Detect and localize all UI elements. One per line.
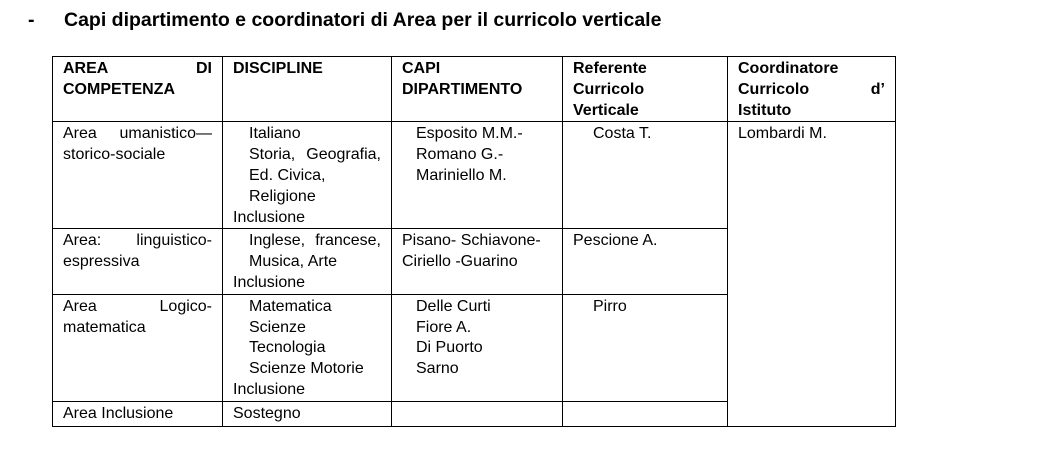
table-row <box>53 122 896 229</box>
discipline-item: Tecnologia <box>249 339 326 357</box>
header-coord-word2: d’ <box>870 80 885 98</box>
discipline-item: Ed. Civica, <box>249 166 326 184</box>
cell-coordinatore <box>728 122 896 426</box>
header-coord-word1: Curricolo <box>738 80 810 98</box>
capi-name: Di Puorto <box>416 339 483 357</box>
discipline-item: Sostegno <box>233 404 301 422</box>
capi-name: Fiore A. <box>416 318 472 336</box>
area-line: matematica <box>63 318 146 336</box>
cell-capi <box>392 122 563 229</box>
cell-discipline <box>223 294 392 401</box>
cell-area <box>53 229 223 294</box>
table-header-row <box>53 57 896 122</box>
curriculum-table <box>52 56 896 427</box>
cell-area <box>53 294 223 401</box>
discipline-inclusione: Inclusione <box>233 380 306 398</box>
header-discipline <box>223 57 392 122</box>
cell-area <box>53 122 223 229</box>
cell-referente <box>563 401 728 426</box>
discipline-inclusione: Inclusione <box>233 208 306 226</box>
capi-name: Pisano- Schiavone- <box>402 232 541 250</box>
header-referente <box>563 57 728 122</box>
cell-capi <box>392 229 563 294</box>
page-title: Capi dipartimento e coordinatori di Area per il curricolo verticale <box>64 8 662 31</box>
cell-referente <box>563 122 728 229</box>
cell-capi <box>392 401 563 426</box>
capi-name: Esposito M.M.- <box>416 125 523 143</box>
cell-discipline <box>223 401 392 426</box>
cell-referente <box>563 229 728 294</box>
discipline-item: Italiano <box>249 125 301 143</box>
coordinatore-name: Lombardi M. <box>738 125 827 143</box>
header-capi <box>392 57 563 122</box>
header-coord-line3: Istituto <box>738 101 792 119</box>
header-coord-line1: Coordinatore <box>738 60 839 77</box>
header-area-line2: COMPETENZA <box>63 80 175 98</box>
list-bullet: - <box>28 8 35 31</box>
header-referente-line3: Verticale <box>573 101 639 119</box>
header-area <box>53 57 223 122</box>
cell-area <box>53 401 223 426</box>
discipline-inclusione: Inclusione <box>233 273 306 291</box>
page-heading <box>28 6 661 34</box>
area-line: Area: linguistico- <box>63 232 212 250</box>
discipline-item: Matematica <box>249 297 332 315</box>
capi-name: Sarno <box>416 360 459 378</box>
discipline-item: Scienze Motorie <box>249 360 364 378</box>
capi-name: Mariniello M. <box>416 166 507 184</box>
discipline-item: Religione <box>249 187 316 205</box>
area-line: espressiva <box>63 253 140 271</box>
area-line: Area Inclusione <box>63 404 174 422</box>
area-line: storico-sociale <box>63 146 166 164</box>
header-capi-line2: DIPARTIMENTO <box>402 80 523 98</box>
discipline-item: Storia, Geografia, <box>249 146 381 164</box>
discipline-item: Musica, Arte <box>249 253 338 271</box>
header-capi-line1: CAPI <box>402 60 441 77</box>
capi-name: Ciriello -Guarino <box>402 253 518 271</box>
header-referente-line2: Curricolo <box>573 80 645 98</box>
referente-name: Pescione A. <box>573 232 658 250</box>
cell-capi <box>392 294 563 401</box>
header-discipline-label: DISCIPLINE <box>233 60 323 77</box>
area-line: Area Logico- <box>63 297 212 315</box>
area-line: Area umanistico— <box>63 125 212 143</box>
referente-name: Costa T. <box>593 125 652 143</box>
header-coordinatore <box>728 57 896 122</box>
header-area-word1: AREA <box>63 60 108 77</box>
discipline-item: Inglese, francese, <box>249 232 381 250</box>
cell-discipline <box>223 122 392 229</box>
discipline-item: Scienze <box>249 318 306 336</box>
cell-discipline <box>223 229 392 294</box>
cell-referente <box>563 294 728 401</box>
referente-name: Pirro <box>593 297 627 315</box>
capi-name: Romano G.- <box>416 146 504 164</box>
header-area-word2: DI <box>196 60 212 77</box>
header-referente-line1: Referente <box>573 60 647 77</box>
capi-name: Delle Curti <box>416 297 491 315</box>
